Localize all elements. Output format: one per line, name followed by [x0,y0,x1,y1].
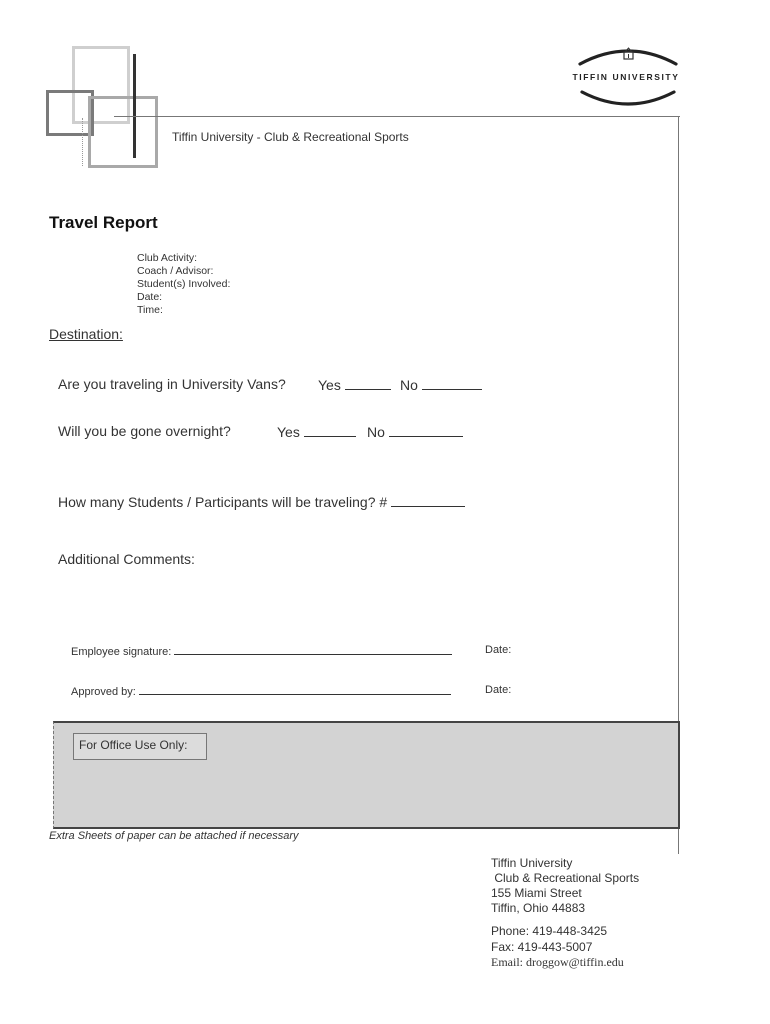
coach-advisor-label: Coach / Advisor: [137,265,214,277]
footer-contact [491,924,624,971]
vans-yes-blank[interactable] [345,376,391,390]
employee-signature-line[interactable] [174,644,452,655]
approved-by-label: Approved by: [71,686,136,698]
overnight-yes-option [277,423,356,440]
club-activity-label: Club Activity: [137,252,198,264]
approved-by-row [71,684,451,698]
destination-label: Destination: [49,326,123,342]
participants-question [58,493,465,510]
employee-signature-label: Employee signature: [71,646,172,658]
vans-question-text: Are you traveling in University Vans? [58,376,286,392]
employee-date-label: Date: [485,644,512,656]
overnight-no-blank[interactable] [389,423,463,437]
overnight-no-label: No [367,424,385,440]
vans-yes-option [318,376,391,393]
time-label: Time: [137,304,163,316]
participants-question-text: How many Students / Participants will be traveling? # [58,494,388,510]
email-text[interactable]: Email: droggow@tiffin.edu [491,955,624,969]
approved-by-line[interactable] [139,684,451,695]
info-field-list [137,252,230,317]
vans-yes-label: Yes [318,377,341,393]
overnight-question [58,423,385,440]
extra-sheets-note: Extra Sheets of paper can be attached if necessary [49,830,299,842]
overnight-no-option [367,423,463,440]
header-subtitle: Tiffin University - Club & Recreational Sports [172,130,409,144]
overnight-question-text: Will you be gone overnight? [58,423,231,439]
date-label: Date: [137,291,163,303]
overnight-yes-blank[interactable] [304,423,356,437]
vans-no-option [400,376,482,393]
participants-count-blank[interactable] [391,493,465,507]
address-line: Club & Recreational Sports [491,871,640,885]
decorative-dotted-line [82,118,83,166]
students-involved-label: Student(s) Involved: [137,278,231,290]
address-line: 155 Miami Street [491,886,582,900]
vans-no-label: No [400,377,418,393]
decorative-square-medium [88,96,158,168]
page-title: Travel Report [49,213,158,232]
approved-date-label: Date: [485,684,512,696]
phone-text: Phone: 419-448-3425 [491,924,608,938]
header-rule [114,116,680,117]
vans-no-blank[interactable] [422,376,482,390]
logo-wordmark: TIFFIN UNIVERSITY [572,72,680,82]
office-use-label: For Office Use Only: [73,733,207,760]
employee-signature-row [71,644,452,658]
decorative-vertical-bar [133,54,136,158]
vans-question [58,376,418,393]
address-line: Tiffin University [491,856,573,870]
decorative-square-dark [46,90,94,136]
overnight-yes-label: Yes [277,424,300,440]
additional-comments-label: Additional Comments: [58,551,195,567]
address-line: Tiffin, Ohio 44883 [491,901,586,915]
footer-address [491,856,639,916]
fax-text: Fax: 419-443-5007 [491,939,593,954]
